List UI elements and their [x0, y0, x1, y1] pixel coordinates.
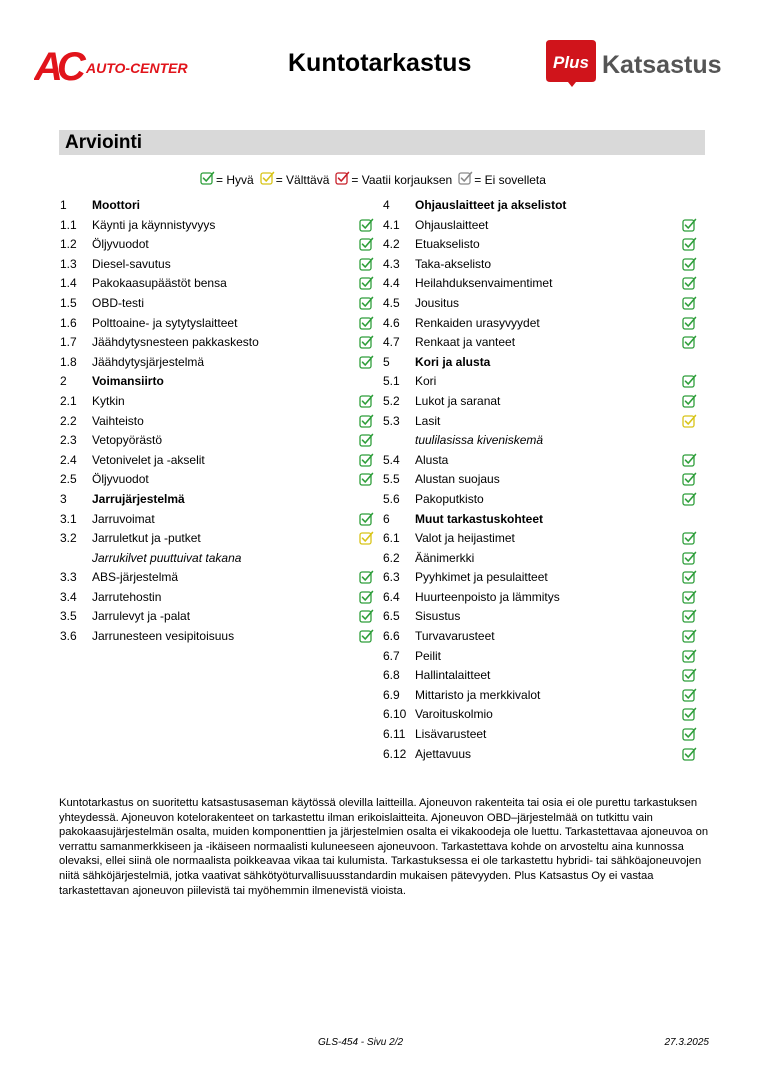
- checkbox-ok-icon: [682, 590, 697, 605]
- item-number: 3.6: [60, 629, 77, 644]
- item-label: Lasit: [415, 413, 441, 428]
- checkbox-ok-icon: [682, 531, 697, 546]
- item-label: Varoituskolmio: [415, 707, 493, 722]
- checkbox-ok-icon: [682, 257, 697, 272]
- checklist-item: [383, 549, 697, 569]
- checklist-item: [60, 412, 374, 432]
- item-label: Moottori: [92, 198, 140, 212]
- item-number: 5.3: [383, 413, 400, 428]
- item-number: 2.1: [60, 393, 77, 408]
- footer-date: 27.3.2025: [664, 1037, 709, 1048]
- checkbox-ok-icon: [682, 492, 697, 507]
- item-label: Alustan suojaus: [415, 472, 500, 487]
- item-label: Lisävarusteet: [415, 727, 487, 742]
- checkbox-ok-icon: [359, 237, 374, 252]
- item-remark: [60, 549, 374, 569]
- checklist-item: [383, 333, 697, 353]
- footer-page-info: GLS-454 - Sivu 2/2: [318, 1037, 404, 1048]
- checklist-item: [60, 294, 374, 314]
- checkbox-warn-icon: [682, 414, 697, 429]
- item-label: Huurteenpoisto ja lämmitys: [415, 589, 560, 604]
- checklist-item: [60, 255, 374, 275]
- checklist-item: [60, 314, 374, 334]
- item-label: Käynti ja käynnistyvyys: [92, 217, 216, 232]
- item-number: 2.5: [60, 472, 77, 487]
- checkbox-ok-icon: [359, 394, 374, 409]
- checkbox-ok-icon: [682, 707, 697, 722]
- checkbox-ok-icon: [359, 218, 374, 233]
- item-label: Taka-akselisto: [415, 256, 492, 271]
- item-label: Jarrulevyt ja -palat: [92, 609, 191, 624]
- checkbox-ok-icon: [682, 629, 697, 644]
- item-number: 6.11: [383, 727, 406, 742]
- checklist-item: [383, 392, 697, 412]
- item-label: Pyyhkimet ja pesulaitteet: [415, 570, 548, 585]
- checkbox-ok-icon: [359, 570, 374, 585]
- item-number: 4: [383, 198, 390, 212]
- item-label: Ohjauslaitteet ja akselistot: [415, 198, 567, 212]
- item-number: 2.4: [60, 452, 77, 467]
- category-heading: [60, 372, 374, 392]
- checkbox-ok-icon: [200, 171, 216, 189]
- item-label: tuulilasissa kiveniskemä: [415, 433, 544, 448]
- item-number: 1.1: [60, 217, 77, 232]
- item-label: Etuakselisto: [415, 237, 480, 252]
- checklist-item: [383, 235, 697, 255]
- item-number: 4.1: [383, 217, 400, 232]
- checklist-item: [383, 372, 697, 392]
- item-label: Kytkin: [92, 393, 125, 408]
- item-remark: [383, 431, 697, 451]
- item-label: Sisustus: [415, 609, 461, 624]
- item-number: 6.9: [383, 687, 400, 702]
- item-number: 5.2: [383, 393, 400, 408]
- item-number: 6.7: [383, 648, 400, 663]
- item-label: Muut tarkastuskohteet: [415, 511, 544, 526]
- item-number: 3.5: [60, 609, 77, 624]
- checkbox-ok-icon: [359, 453, 374, 468]
- checklist-item: [383, 274, 697, 294]
- item-number: 6.8: [383, 668, 400, 683]
- category-heading: [383, 510, 697, 530]
- item-number: 6.1: [383, 531, 400, 546]
- item-number: 5.1: [383, 374, 400, 389]
- item-number: 5: [383, 354, 390, 369]
- item-label: Renkaiden urasyvyydet: [415, 315, 540, 330]
- checkbox-ok-icon: [359, 316, 374, 331]
- item-number: 4.4: [383, 276, 400, 291]
- legend-label: = Välttävä: [275, 173, 330, 187]
- checkbox-ok-icon: [359, 257, 374, 272]
- item-label: Alusta: [415, 452, 449, 467]
- item-number: 4.7: [383, 335, 400, 350]
- checklist-item: [383, 568, 697, 588]
- item-label: Peilit: [415, 648, 442, 663]
- section-title: Arviointi: [65, 132, 143, 153]
- checkbox-ok-icon: [359, 335, 374, 350]
- item-number: 6.5: [383, 609, 400, 624]
- checklist-item: [383, 490, 697, 510]
- checklist-item: [383, 745, 697, 765]
- checklist-item: [60, 588, 374, 608]
- item-number: 3.2: [60, 531, 77, 546]
- checkbox-ok-icon: [682, 335, 697, 350]
- checklist-item: [383, 588, 697, 608]
- checkbox-ok-icon: [359, 472, 374, 487]
- item-number: 6.4: [383, 589, 400, 604]
- checkbox-ok-icon: [682, 237, 697, 252]
- checkbox-ok-icon: [359, 609, 374, 624]
- plus-logo-mark: Plus: [553, 53, 589, 72]
- item-number: 1.7: [60, 335, 77, 350]
- checkbox-ok-icon: [359, 590, 374, 605]
- checklist-item: [383, 314, 697, 334]
- item-label: Pakoputkisto: [415, 491, 484, 506]
- item-label: Äänimerkki: [415, 550, 475, 565]
- checkbox-ok-icon: [682, 394, 697, 409]
- item-label: Jarruvoimat: [92, 511, 155, 526]
- checklist-item: [60, 529, 374, 549]
- item-number: 6.10: [383, 707, 407, 722]
- checkbox-ok-icon: [682, 747, 697, 762]
- checklist-item: [383, 647, 697, 667]
- auto-center-logo: [34, 44, 224, 86]
- category-heading: [60, 196, 374, 216]
- legend-item-warn: [260, 171, 330, 189]
- item-label: Vetonivelet ja -akselit: [92, 452, 205, 467]
- checkbox-bad-icon: [335, 171, 351, 189]
- checklist-item: [383, 607, 697, 627]
- checkbox-ok-icon: [682, 453, 697, 468]
- checkbox-ok-icon: [682, 472, 697, 487]
- katsastus-logo-text: Katsastus: [602, 51, 722, 79]
- item-label: ABS-järjestelmä: [92, 570, 179, 585]
- item-label: Jarrukilvet puuttuivat takana: [92, 550, 242, 565]
- legend-item-na: [458, 171, 546, 189]
- checklist-item: [60, 235, 374, 255]
- checklist-item: [383, 705, 697, 725]
- checklist-item: [60, 627, 374, 647]
- checklist-item: [60, 568, 374, 588]
- checklist-item: [60, 451, 374, 471]
- item-label: Turvavarusteet: [415, 629, 495, 644]
- item-label: Kori ja alusta: [415, 354, 491, 369]
- checklist-item: [60, 470, 374, 490]
- auto-center-logo-mark: AC: [34, 45, 80, 86]
- auto-center-logo-text: AUTO-CENTER: [86, 60, 188, 76]
- page-header: [0, 0, 764, 110]
- checklist-item: [383, 255, 697, 275]
- checkbox-ok-icon: [682, 668, 697, 683]
- checkbox-ok-icon: [682, 688, 697, 703]
- checklist-item: [383, 412, 697, 432]
- item-number: 1.5: [60, 295, 77, 310]
- checkbox-ok-icon: [359, 414, 374, 429]
- checklist-item: [60, 392, 374, 412]
- item-number: 2.3: [60, 433, 77, 448]
- checkbox-ok-icon: [682, 609, 697, 624]
- item-number: 3: [60, 491, 67, 506]
- checkbox-na-icon: [458, 171, 474, 189]
- item-label: Polttoaine- ja sytytyslaitteet: [92, 315, 238, 330]
- plus-katsastus-logo: [546, 38, 736, 88]
- checklist-item: [60, 216, 374, 236]
- item-number: 1.8: [60, 354, 77, 369]
- item-label: Heilahduksenvaimentimet: [415, 276, 553, 291]
- item-number: 6: [383, 511, 390, 526]
- category-heading: [60, 490, 374, 510]
- checkbox-ok-icon: [359, 629, 374, 644]
- item-label: Diesel-savutus: [92, 256, 171, 271]
- checkbox-ok-icon: [359, 276, 374, 291]
- checklist-item: [383, 529, 697, 549]
- page-title: Kuntotarkastus: [288, 49, 472, 77]
- checkbox-ok-icon: [359, 355, 374, 370]
- item-number: 1.3: [60, 256, 77, 271]
- checklist-item: [60, 353, 374, 373]
- item-number: 1: [60, 198, 67, 212]
- item-number: 1.6: [60, 315, 77, 330]
- item-label: OBD-testi: [92, 295, 145, 310]
- checkbox-ok-icon: [682, 551, 697, 566]
- right-column: [383, 196, 697, 764]
- checkbox-ok-icon: [682, 218, 697, 233]
- checkbox-ok-icon: [682, 727, 697, 742]
- checklist-item: [383, 627, 697, 647]
- item-label: Lukot ja saranat: [415, 393, 501, 408]
- item-label: Kori: [415, 374, 437, 389]
- checklist-item: [383, 725, 697, 745]
- checklist-item: [383, 294, 697, 314]
- item-number: 6.12: [383, 746, 407, 761]
- item-label: Valot ja heijastimet: [415, 531, 515, 546]
- checkbox-ok-icon: [682, 649, 697, 664]
- legend-item-ok: [200, 171, 254, 189]
- item-label: Jarrujärjestelmä: [92, 491, 185, 506]
- item-number: 6.3: [383, 570, 400, 585]
- status-legend: [200, 171, 552, 189]
- checkbox-warn-icon: [359, 531, 374, 546]
- checklist-item: [383, 666, 697, 686]
- item-number: 6.2: [383, 550, 400, 565]
- item-label: Jarrunesteen vesipitoisuus: [92, 629, 235, 644]
- legend-label: = Vaatii korjauksen: [351, 173, 453, 187]
- checklist-item: [60, 431, 374, 451]
- item-number: 2.2: [60, 413, 77, 428]
- item-label: Voimansiirto: [92, 374, 164, 389]
- item-label: Vetopyörästö: [92, 433, 163, 448]
- item-label: Jäähdytysjärjestelmä: [92, 354, 205, 369]
- checkbox-ok-icon: [359, 296, 374, 311]
- checkbox-ok-icon: [682, 570, 697, 585]
- item-number: 4.2: [383, 237, 400, 252]
- checkbox-warn-icon: [260, 171, 276, 189]
- item-label: Öljyvuodot: [92, 472, 149, 487]
- section-header: [59, 130, 705, 155]
- item-label: Hallintalaitteet: [415, 668, 491, 683]
- item-number: 4.6: [383, 315, 400, 330]
- item-label: Jarrutehostin: [92, 589, 162, 604]
- checklist-item: [60, 607, 374, 627]
- item-label: Jousitus: [415, 295, 460, 310]
- item-label: Ohjauslaitteet: [415, 217, 489, 232]
- category-heading: [383, 353, 697, 373]
- item-number: 3.3: [60, 570, 77, 585]
- item-label: Jarruletkut ja -putket: [92, 531, 201, 546]
- legend-label: = Hyvä: [216, 173, 254, 187]
- item-number: 6.6: [383, 629, 400, 644]
- checkbox-ok-icon: [682, 374, 697, 389]
- checkbox-ok-icon: [682, 296, 697, 311]
- item-label: Jäähdytysnesteen pakkaskesto: [92, 335, 259, 350]
- left-column: [60, 196, 374, 647]
- item-number: 5.5: [383, 472, 400, 487]
- checklist-item: [383, 451, 697, 471]
- item-label: Mittaristo ja merkkivalot: [415, 687, 541, 702]
- checklist-item: [60, 333, 374, 353]
- legend-item-bad: [335, 171, 452, 189]
- checkbox-ok-icon: [359, 433, 374, 448]
- item-number: 3.4: [60, 589, 77, 604]
- item-number: 1.4: [60, 276, 77, 291]
- item-number: 5.6: [383, 491, 400, 506]
- item-number: 2: [60, 374, 67, 389]
- checklist-item: [60, 274, 374, 294]
- item-number: 3.1: [60, 511, 77, 526]
- checklist-item: [383, 216, 697, 236]
- legend-label: = Ei sovelleta: [474, 173, 546, 187]
- item-number: 5.4: [383, 452, 400, 467]
- category-heading: [383, 196, 697, 216]
- item-number: 4.5: [383, 295, 400, 310]
- checklist-item: [383, 686, 697, 706]
- item-number: 4.3: [383, 256, 400, 271]
- item-label: Renkaat ja vanteet: [415, 335, 516, 350]
- item-label: Öljyvuodot: [92, 237, 149, 252]
- item-label: Vaihteisto: [92, 413, 144, 428]
- checklist-item: [60, 510, 374, 530]
- disclaimer-text: Kuntotarkastus on suoritettu katsastusaseman käytössä olevilla laitteilla. Ajoneuvon rakenteita tai osia ei ole purettu tarkastuksen yhteydessä. Ajoneuvon kotelorakenteet on tarkastettu ilman erikoislaitteita. Ajoneuvon OBD–järjestelmää on tutkittu vain pakokaasujärjestelmän osalta, muiden komponenttien ja järjestelmien osalta ei vikakoodeja ole luettu. Tarkastettavaa ajoneuvoa on verrattu samanmerkkiseen ja -ikäiseen normaalisti kuluneeseen ajoneuvoon. Tarkastettava kohde on arvosteltu aina kunnossa olevaksi, ellei siinä ole normaalista poikkeavaa vikaa tai kulumista. Tarkastuksessa ei ole tarkastettu hybridi- tai sähköajoneuvojen niitä sähköjärjestelmiä, jotka vaativat sähkötyöturvallisuusstandardin mukaisen pätevyyden. Plus Katsastus Oy ei vastaa tarkastettavan ajoneuvon piilevistä tai myöhemmin ilmenevistä vioista.: [59, 797, 709, 897]
- item-number: 1.2: [60, 237, 77, 252]
- item-label: Ajettavuus: [415, 746, 472, 761]
- checklist-item: [383, 470, 697, 490]
- checkbox-ok-icon: [682, 316, 697, 331]
- checkbox-ok-icon: [359, 512, 374, 527]
- item-label: Pakokaasupäästöt bensa: [92, 276, 227, 291]
- checkbox-ok-icon: [682, 276, 697, 291]
